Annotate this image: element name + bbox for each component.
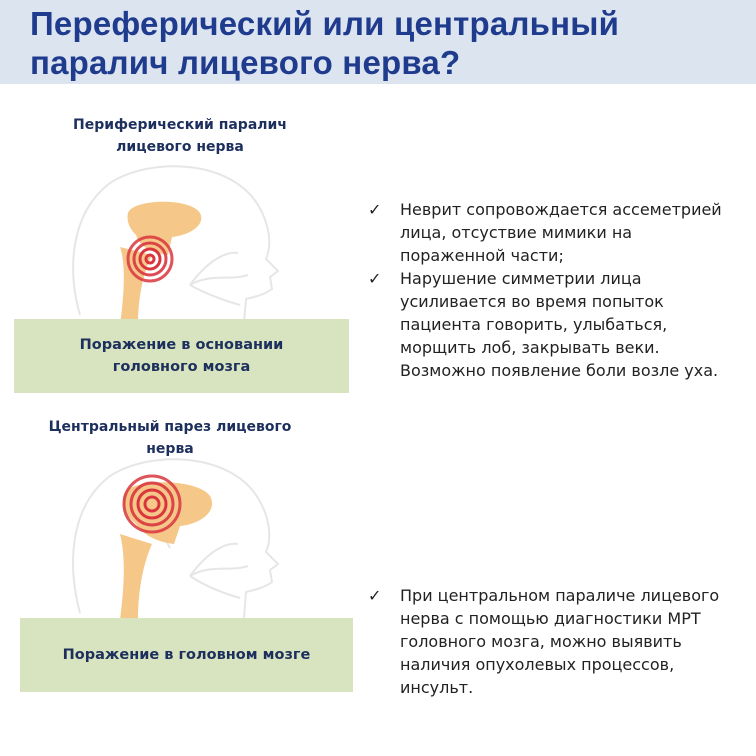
checkmark-icon: ✓ <box>368 269 382 288</box>
central-symptom-list <box>368 584 748 699</box>
list-item <box>368 584 748 699</box>
peripheral-symptom-list <box>368 198 748 382</box>
central-box-line-1: Поражение в головном мозге <box>62 647 311 663</box>
checkmark-icon: ✓ <box>368 586 382 605</box>
central-head-illustration <box>40 448 300 620</box>
peripheral-label <box>30 114 330 158</box>
peripheral-label-line-1: Периферический паралич <box>73 117 287 133</box>
page-title <box>30 4 750 82</box>
list-item-line: морщить лоб, закрывать веки. <box>400 338 660 357</box>
list-item-line: нерва с помощью диагностики МРТ <box>400 609 701 628</box>
peripheral-box-line-2: головного мозга <box>112 359 251 375</box>
peripheral-head-illustration <box>40 155 300 325</box>
list-item-line: пациента говорить, улыбаться, <box>400 315 668 334</box>
face-nerves <box>190 253 248 305</box>
list-item <box>368 267 748 382</box>
title-line-2: паралич лицевого нерва? <box>30 44 461 81</box>
list-item <box>368 198 748 267</box>
peripheral-label-line-2: лицевого нерва <box>116 139 244 155</box>
list-item-line: Возможно появление боли возле уха. <box>400 361 719 380</box>
brainstem-shape <box>120 534 152 620</box>
list-item-line: лица, отсуствие мимики на <box>400 223 633 242</box>
list-item-line: При центральном параличе лицевого <box>400 586 720 605</box>
central-label-line-1: Центральный парез лицевого <box>48 419 292 435</box>
list-item-line: Неврит сопровождается ассеметрией <box>400 200 722 219</box>
list-item-line: головного мозга, можно выявить <box>400 632 682 651</box>
head-outline <box>73 166 278 323</box>
list-item-line: пораженной части; <box>400 246 564 265</box>
peripheral-lesion-box <box>14 319 349 393</box>
peripheral-box-line-1: Поражение в основании <box>79 337 284 353</box>
title-banner <box>0 0 756 84</box>
central-label-line-2: нерва <box>146 441 194 457</box>
list-item-line: Нарушение симметрии лица <box>400 269 642 288</box>
central-lesion-box <box>20 618 353 692</box>
checkmark-icon: ✓ <box>368 200 382 219</box>
title-line-1: Переферический или центральный <box>30 5 620 42</box>
list-item-line: наличия опухолевых процессов, <box>400 655 675 674</box>
list-item-line: инсульт. <box>400 678 474 697</box>
list-item-line: усиливается во время попыток <box>400 292 664 311</box>
